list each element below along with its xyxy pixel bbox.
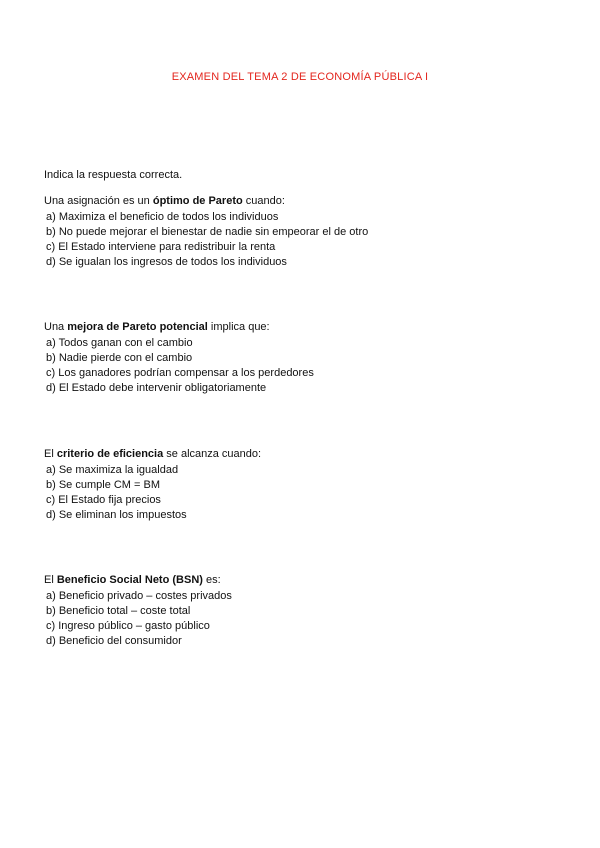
- question-3: [44, 447, 261, 523]
- answer-options: [44, 336, 314, 396]
- answer-option-b: b) No puede mejorar el bienestar de nadie sin empeorar el de otro: [46, 226, 369, 238]
- stem-before: El: [44, 448, 57, 460]
- question-stem: [44, 447, 261, 462]
- document-title: EXAMEN DEL TEMA 2 DE ECONOMÍA PÚBLICA I: [171, 71, 429, 83]
- answer-option-c: c) Los ganadores podrían compensar a los perdedores: [46, 367, 314, 379]
- stem-before: Una: [44, 321, 68, 333]
- answer-options: [44, 210, 368, 270]
- answer-option-a: a) Beneficio privado – costes privados: [46, 590, 232, 602]
- answer-option-d: d) El Estado debe intervenir obligatoriamente: [46, 382, 267, 394]
- question-stem: [44, 573, 232, 588]
- answer-option-a: a) Se maximiza la igualdad: [46, 464, 179, 476]
- answer-options: [44, 463, 261, 523]
- question-2: [44, 320, 314, 396]
- stem-key-term: criterio de eficiencia: [56, 448, 164, 460]
- stem-after: cuando:: [242, 195, 285, 207]
- stem-after: es:: [202, 574, 221, 586]
- answer-option-c: c) El Estado fija precios: [46, 494, 161, 506]
- answer-option-d: d) Se eliminan los impuestos: [46, 509, 187, 521]
- question-4: [44, 573, 232, 649]
- stem-key-term: mejora de Pareto potencial: [67, 321, 208, 333]
- answer-option-b: b) Se cumple CM = BM: [46, 479, 161, 491]
- stem-after: implica que:: [207, 321, 270, 333]
- stem-before: Una asignación es un: [44, 195, 153, 207]
- answer-option-d: d) Beneficio del consumidor: [46, 635, 182, 647]
- answer-options: [44, 589, 232, 649]
- answer-option-c: c) El Estado interviene para redistribuir la renta: [46, 241, 276, 253]
- answer-option-c: c) Ingreso público – gasto público: [46, 620, 210, 632]
- answer-option-a: a) Todos ganan con el cambio: [46, 337, 193, 349]
- answer-option-b: b) Nadie pierde con el cambio: [46, 352, 193, 364]
- answer-option-d: d) Se igualan los ingresos de todos los individuos: [46, 256, 287, 268]
- answer-option-b: b) Beneficio total – coste total: [46, 605, 191, 617]
- stem-key-term: Beneficio Social Neto (BSN): [56, 574, 203, 586]
- stem-after: se alcanza cuando:: [163, 448, 262, 460]
- question-1: [44, 194, 368, 270]
- stem-before: El: [44, 574, 57, 586]
- instruction-text: Indica la respuesta correcta.: [44, 169, 183, 181]
- answer-option-a: a) Maximiza el beneficio de todos los individuos: [46, 211, 279, 223]
- question-stem: [44, 320, 314, 335]
- question-stem: [44, 194, 368, 209]
- stem-key-term: óptimo de Pareto: [152, 195, 243, 207]
